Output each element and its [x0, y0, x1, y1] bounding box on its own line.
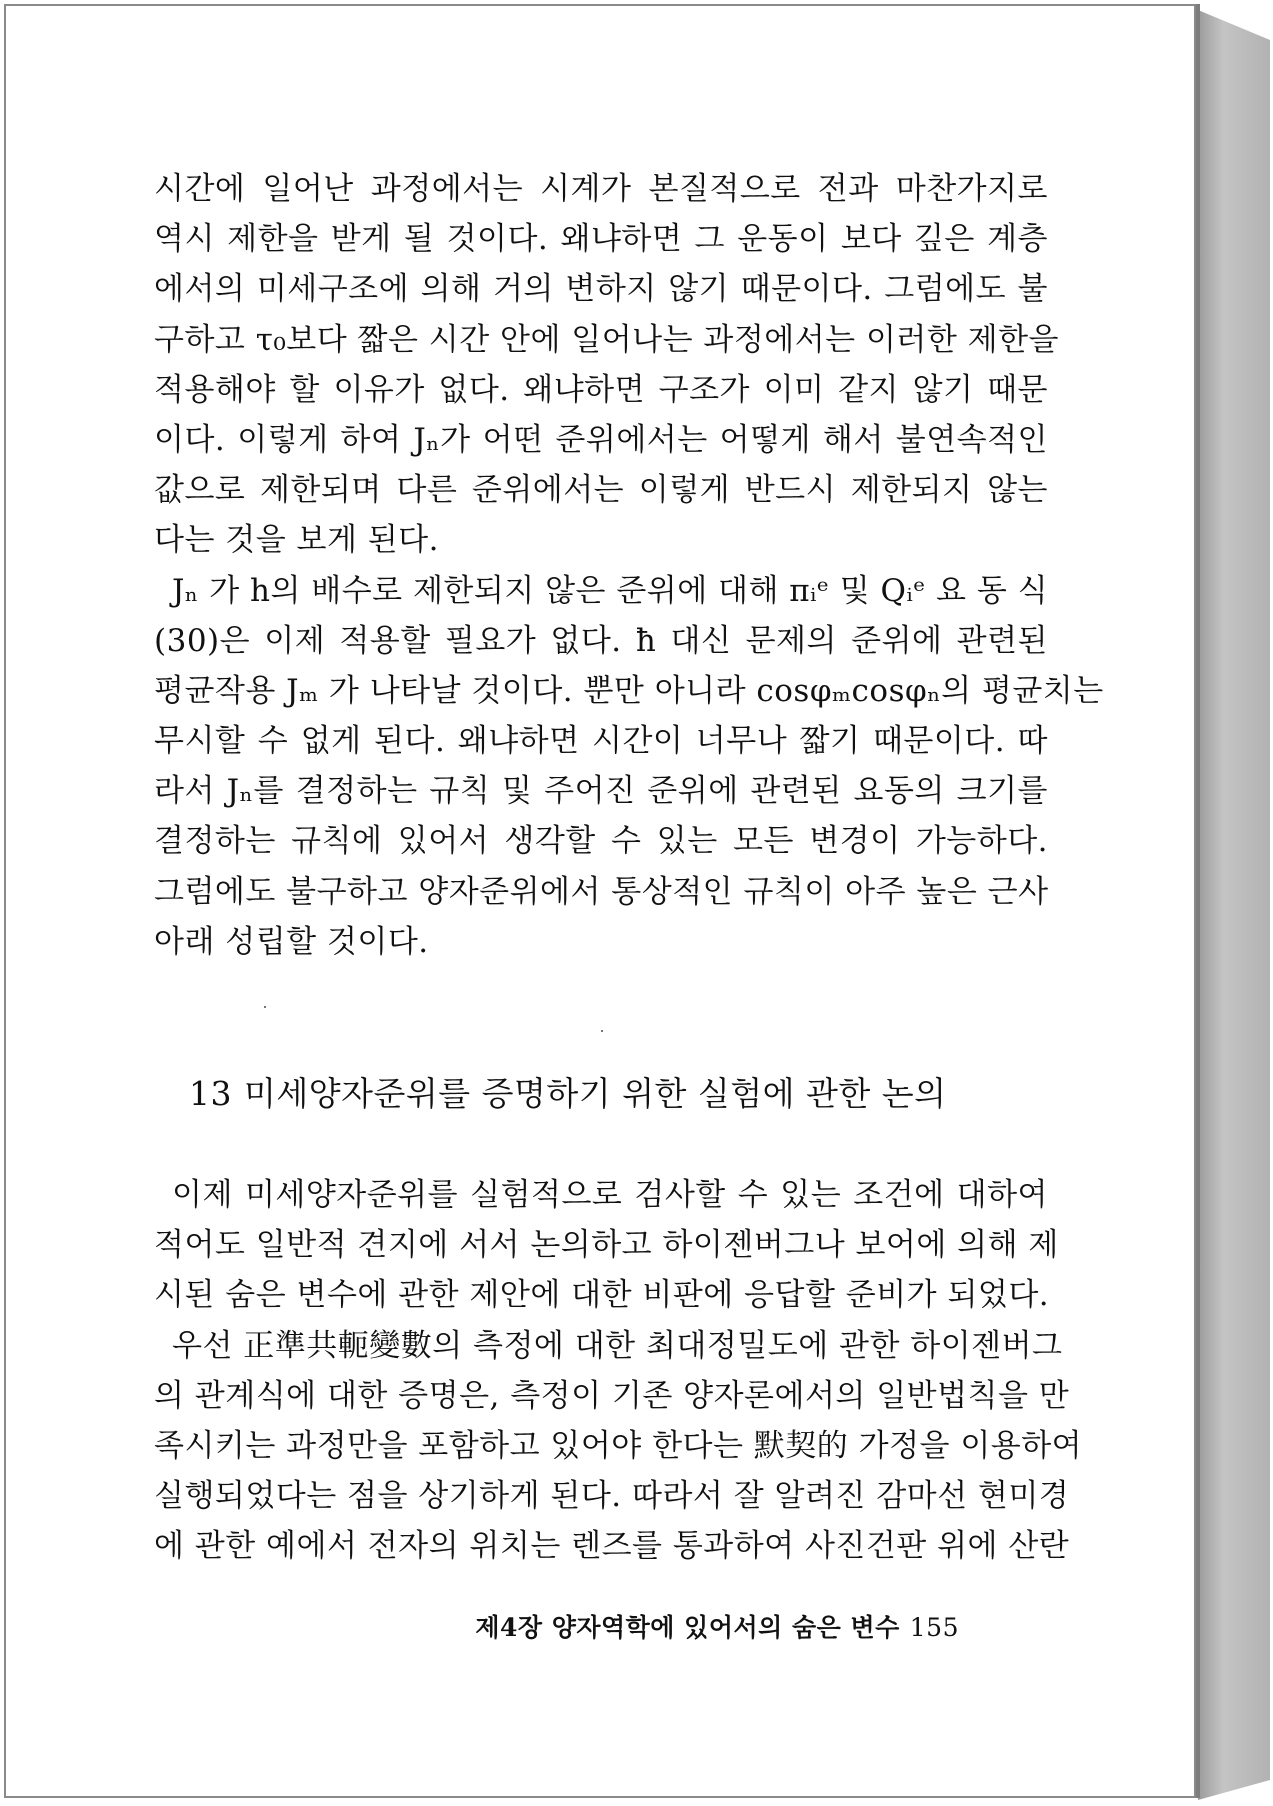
text-line: 다는 것을 보게 된다.: [154, 522, 439, 559]
running-title: 제4장 양자역학에 있어서의 숨은 변수: [475, 1613, 900, 1642]
text-line: 적용해야 할 이유가 없다. 왜냐하면 구조가 이미 같지 않기 때문: [154, 371, 1048, 408]
section-title: 미세양자준위를 증명하기 위한 실험에 관한 논의: [244, 1074, 947, 1113]
page-number: 155: [909, 1613, 959, 1642]
text-line: 실행되었다는 점을 상기하게 된다. 따라서 잘 알려진 감마선 현미경: [154, 1478, 1070, 1515]
text-line: 시된 숨은 변수에 관한 제안에 대한 비판에 응답할 준비가 되었다.: [154, 1277, 1050, 1314]
book-page: [4, 4, 1196, 1798]
text-line: 족시키는 과정만을 포함하고 있어야 한다는 默契的 가정을 이용하여: [154, 1427, 1083, 1464]
scan-speck: [264, 1006, 266, 1008]
text-line: 우선 正準共軛變數의 측정에 대한 최대정밀도에 관한 하이젠버그: [172, 1327, 1063, 1364]
page-edge-shadow: [1196, 4, 1200, 1798]
running-footer: [475, 1608, 959, 1644]
text-line: 에서의 미세구조에 의해 거의 변하지 않기 때문이다. 그럼에도 불: [154, 271, 1048, 308]
text-line: 평균작용 Jₘ 가 나타날 것이다. 뿐만 아니라 cosφₘcosφₙ의 평균치는: [154, 672, 1104, 709]
text-line: 역시 제한을 받게 될 것이다. 왜냐하면 그 운동이 보다 깊은 계층: [154, 221, 1048, 258]
text-line: (30)은 이제 적용할 필요가 없다. ħ 대신 문제의 준위에 관련된: [154, 622, 1048, 659]
text-line: 아래 성립할 것이다.: [154, 923, 429, 960]
text-line: 이다. 이렇게 하여 Jₙ가 어떤 준위에서는 어떻게 해서 불연속적인: [154, 421, 1048, 458]
text-line: 적어도 일반적 견지에 서서 논의하고 하이젠버그나 보어에 의해 제: [154, 1227, 1059, 1264]
text-line: 시간에 일어난 과정에서는 시계가 본질적으로 전과 마찬가지로: [154, 171, 1048, 207]
page-stack-edge: [1198, 10, 1270, 1800]
scan-speck: [601, 1030, 603, 1032]
text-line: 이제 미세양자준위를 실험적으로 검사할 수 있는 조건에 대하여: [172, 1177, 1048, 1213]
text-line: 에 관한 예에서 전자의 위치는 렌즈를 통과하여 사진건판 위에 산란: [154, 1528, 1070, 1565]
text-line: 그럼에도 불구하고 양자준위에서 통상적인 규칙이 아주 높은 근사: [154, 873, 1049, 910]
body-text-bottom: [154, 1170, 1083, 1572]
text-line: 라서 Jₙ를 결정하는 규칙 및 주어진 준위에 관련된 요동의 크기를: [154, 773, 1048, 810]
body-text-top: [154, 164, 1104, 967]
text-line: 결정하는 규칙에 있어서 생각할 수 있는 모든 변경이 가능하다.: [154, 823, 1048, 860]
text-line: Jₙ 가 h의 배수로 제한되지 않은 준위에 대해 πᵢᵉ 및 Qᵢᵉ 요 동 식: [172, 572, 1049, 609]
text-line: 무시할 수 없게 된다. 왜냐하면 시간이 너무나 짧기 때문이다. 따: [154, 723, 1048, 760]
text-line: 값으로 제한되며 다른 준위에서는 이렇게 반드시 제한되지 않는: [154, 472, 1048, 509]
text-line: 구하고 τ₀보다 짧은 시간 안에 일어나는 과정에서는 이러한 제한을: [154, 321, 1060, 358]
text-line: 의 관계식에 대한 증명은, 측정이 기존 양자론에서의 일반법칙을 만: [154, 1377, 1070, 1414]
section-heading: [189, 1068, 947, 1115]
section-number: 13: [189, 1074, 232, 1113]
